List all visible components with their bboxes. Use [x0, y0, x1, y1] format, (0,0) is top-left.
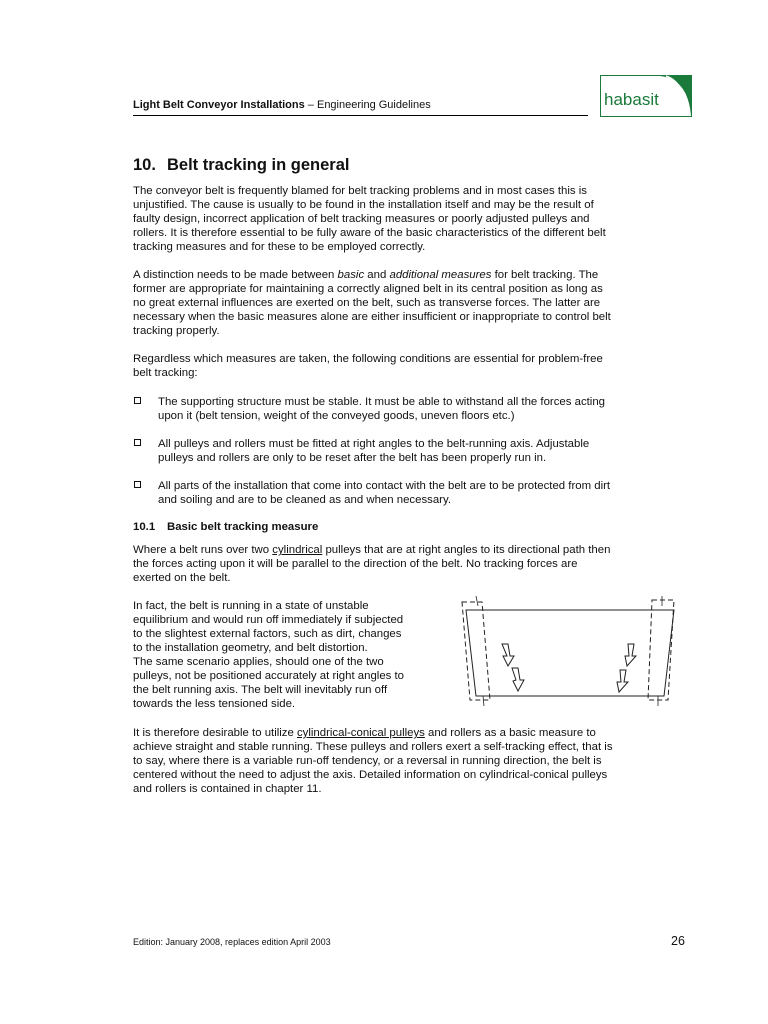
text-line: necessary when the basic measures alone are either insufficient or inappropriate to control belt — [133, 311, 611, 323]
checkbox-bullet-icon — [134, 439, 141, 446]
text-line: pulleys and rollers are only to be reset after the belt has been properly run in. — [158, 452, 547, 464]
text-line: no great external influences are exerted on the belt, such as transverse forces. The latter are — [133, 297, 601, 309]
text-run: A distinction needs to be made between — [133, 269, 338, 281]
edition-note: Edition: January 2008, replaces edition April 2003 — [133, 937, 331, 947]
subsection-heading — [133, 521, 318, 533]
text-line: centered without the need to adjust the axis. Detailed information on cylindrical-conical pulleys — [133, 769, 608, 781]
text-line: In fact, the belt is running in a state of unstable — [133, 600, 369, 612]
header-title-bold: Light Belt Conveyor Installations — [133, 99, 305, 111]
checkbox-bullet-icon — [134, 397, 141, 404]
text-line: to the slightest external factors, such as dirt, changes — [133, 628, 402, 640]
paragraph-intro — [133, 184, 685, 254]
text-line: tracking measures and for these to be employed correctly. — [133, 241, 426, 253]
text-line: and soiling and are to be cleaned as and when necessary. — [158, 494, 451, 506]
text-line: faulty design, incorrect application of belt tracking measures or poorly adjusted pulleys and — [133, 213, 590, 225]
checkbox-bullet-icon — [134, 481, 141, 488]
text-line: towards the less tensioned side. — [133, 698, 296, 710]
emphasis-basic: basic — [337, 269, 365, 281]
text-line: the belt running axis. The belt will inevitably run off — [133, 684, 388, 696]
running-header — [133, 99, 431, 111]
text-line: The supporting structure must be stable. It must be able to withstand all the forces acting — [158, 396, 605, 408]
text-run: and — [364, 269, 390, 281]
text-line: belt tracking: — [133, 367, 198, 379]
text-line: equilibrium and would run off immediately if subjected — [133, 614, 404, 626]
section-number: 10. — [133, 156, 156, 174]
page-number: 26 — [671, 934, 685, 948]
text-line: pulleys, not be positioned accurately at right angles to — [133, 670, 405, 682]
habasit-logo — [600, 75, 692, 117]
text-line — [133, 726, 685, 740]
text-line: to the installation geometry, and belt distortion. — [133, 642, 368, 654]
text-line: achieve straight and stable running. These pulleys and rollers exert a self-tracking effect, that is — [133, 741, 613, 753]
text-run: for belt tracking. The — [491, 269, 599, 281]
text-line: Regardless which measures are taken, the following conditions are essential for problem-free — [133, 353, 603, 365]
text-line: the forces acting upon it will be parallel to the direction of the belt. No tracking forces are — [133, 558, 578, 570]
paragraph-cylindrical — [133, 543, 685, 585]
text-line — [133, 268, 685, 282]
section-title: Belt tracking in general — [167, 156, 350, 174]
text-line: upon it (belt tension, weight of the conveyed goods, uneven floors etc.) — [158, 410, 515, 422]
text-line: to say, where there is a variable run-off tendency, or a reversal in running direction, the belt is — [133, 755, 602, 767]
text-line — [133, 543, 685, 557]
paragraph-conical — [133, 726, 685, 796]
list-item — [133, 395, 685, 423]
text-line: rollers. It is therefore essential to be fully aware of the basic characteristics of the different belt — [133, 227, 606, 239]
belt-tracking-figure — [452, 596, 688, 706]
header-rule — [133, 115, 588, 116]
logo-wordmark: habasit — [604, 90, 659, 109]
text-run: It is therefore desirable to utilize — [133, 727, 297, 739]
text-line: exerted on the belt. — [133, 572, 231, 584]
emphasis-additional: additional measures — [389, 269, 492, 281]
text-run: pulleys that are at right angles to its directional path then — [322, 544, 611, 556]
header-title-rest: – Engineering Guidelines — [304, 99, 431, 111]
list-item — [133, 479, 685, 507]
subsection-number: 10.1 — [133, 521, 156, 533]
text-line: The same scenario applies, should one of the two — [133, 656, 384, 668]
paragraph-distinction — [133, 268, 685, 338]
underlined-term: cylindrical-conical pulleys — [296, 727, 425, 739]
section-heading — [133, 156, 349, 175]
text-line: and rollers is contained in chapter 11. — [133, 783, 322, 795]
text-line: unjustified. The cause is usually to be found in the installation itself and may be the result of — [133, 199, 594, 211]
text-line: tracking properly. — [133, 325, 220, 337]
text-line: All parts of the installation that come into contact with the belt are to be protected from dirt — [158, 480, 611, 492]
paragraph-conditions — [133, 352, 685, 380]
text-line: All pulleys and rollers must be fitted at right angles to the belt-running axis. Adjustable — [158, 438, 590, 450]
list-item — [133, 437, 685, 465]
subsection-title: Basic belt tracking measure — [167, 521, 319, 533]
text-run: Where a belt runs over two — [133, 544, 273, 556]
underlined-term: cylindrical — [272, 544, 323, 556]
text-line: The conveyor belt is frequently blamed for belt tracking problems and in most cases this is — [133, 185, 587, 197]
text-run: and rollers as a basic measure to — [424, 727, 596, 739]
paragraph-unstable — [133, 599, 453, 711]
text-line: former are appropriate for maintaining a correctly aligned belt in its central position as long as — [133, 283, 603, 295]
